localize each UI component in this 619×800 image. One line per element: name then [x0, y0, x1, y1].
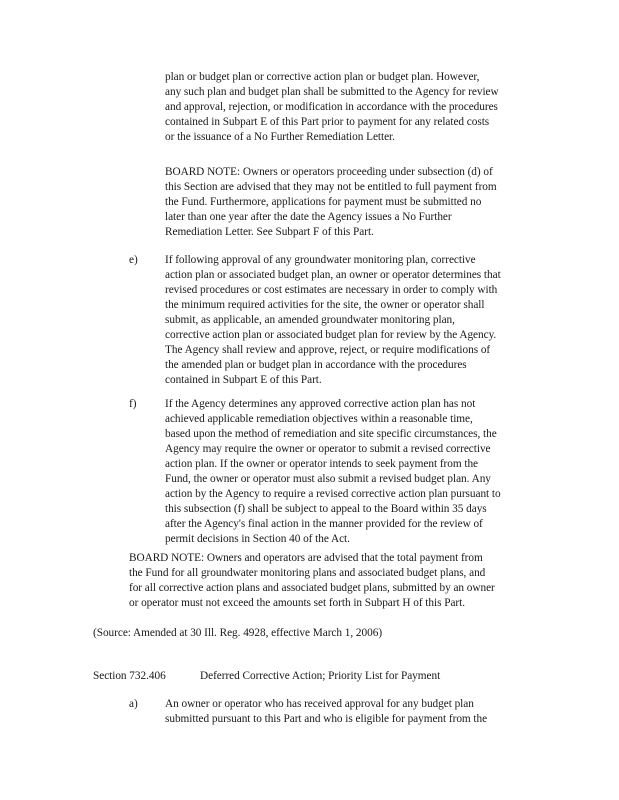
text-line: later than one year after the date the Agency issues a No Further: [165, 211, 452, 223]
text-line: and approval, rejection, or modification in accordance with the procedures: [165, 101, 498, 113]
text-line: BOARD NOTE: Owners or operators proceeding under subsection (d) of: [165, 166, 493, 178]
item-a-label: a): [129, 698, 138, 710]
text-line: for all corrective action plans and associated budget plans, submitted by an owner: [129, 582, 495, 594]
text-line: the minimum required activities for the site, the owner or operator shall: [165, 299, 485, 311]
text-line: action plan. If the owner or operator intends to seek payment from the: [165, 458, 479, 470]
text-line: contained in Subpart E of this Part prior to payment for any related costs: [165, 116, 490, 128]
source-note: (Source: Amended at 30 Ill. Reg. 4928, effective March 1, 2006): [93, 627, 383, 639]
text-line: action by the Agency to require a revised corrective action plan pursuant to: [165, 488, 501, 500]
text-line: achieved applicable remediation objectives within a reasonable time,: [165, 413, 473, 425]
text-line: Fund, the owner or operator must also submit a revised budget plan. Any: [165, 473, 491, 485]
text-line: corrective action plan or associated budget plan for review by the Agency.: [165, 329, 497, 341]
text-line: The Agency shall review and approve, reject, or require modifications of: [165, 344, 491, 356]
text-line: submit, as applicable, an amended groundwater monitoring plan,: [165, 314, 455, 326]
text-line: contained in Subpart E of this Part.: [165, 374, 322, 386]
text-line: the amended plan or budget plan in accordance with the procedures: [165, 359, 467, 371]
text-line: If the Agency determines any approved corrective action plan has not: [165, 398, 476, 410]
text-line: or the issuance of a No Further Remediation Letter.: [165, 131, 395, 143]
section-title: Deferred Corrective Action; Priority List for Payment: [200, 670, 441, 682]
text-line: Remediation Letter. See Subpart F of this Part.: [165, 226, 374, 238]
text-line: action plan or associated budget plan, an owner or operator determines that: [165, 269, 501, 281]
text-line: plan or budget plan or corrective action plan or budget plan. However,: [165, 71, 480, 83]
text-line: based upon the method of remediation and site specific circumstances, the: [165, 428, 497, 440]
text-line: or operator must not exceed the amounts set forth in Subpart H of this Part.: [129, 597, 465, 609]
text-line: An owner or operator who has received approval for any budget plan: [165, 698, 474, 710]
text-line: revised procedures or cost estimates are necessary in order to comply with: [165, 284, 498, 296]
text-line: after the Agency's final action in the manner provided for the review of: [165, 518, 483, 530]
section-number: Section 732.406: [93, 670, 166, 682]
text-line: submitted pursuant to this Part and who is eligible for payment from the: [165, 713, 488, 725]
item-f-label: f): [129, 398, 137, 410]
text-line: the Fund. Furthermore, applications for payment must be submitted no: [165, 196, 482, 208]
text-line: Agency may require the owner or operator to submit a revised corrective: [165, 443, 491, 455]
text-line: If following approval of any groundwater monitoring plan, corrective: [165, 254, 476, 266]
text-line: permit decisions in Section 40 of the Act.: [165, 533, 350, 545]
text-line: BOARD NOTE: Owners and operators are advised that the total payment from: [129, 552, 483, 564]
text-line: this subsection (f) shall be subject to appeal to the Board within 35 days: [165, 503, 487, 515]
text-line: any such plan and budget plan shall be submitted to the Agency for review: [165, 86, 499, 98]
text-line: the Fund for all groundwater monitoring plans and associated budget plans, and: [129, 567, 486, 579]
text-line: this Section are advised that they may not be entitled to full payment from: [165, 181, 497, 193]
item-e-label: e): [129, 254, 138, 266]
